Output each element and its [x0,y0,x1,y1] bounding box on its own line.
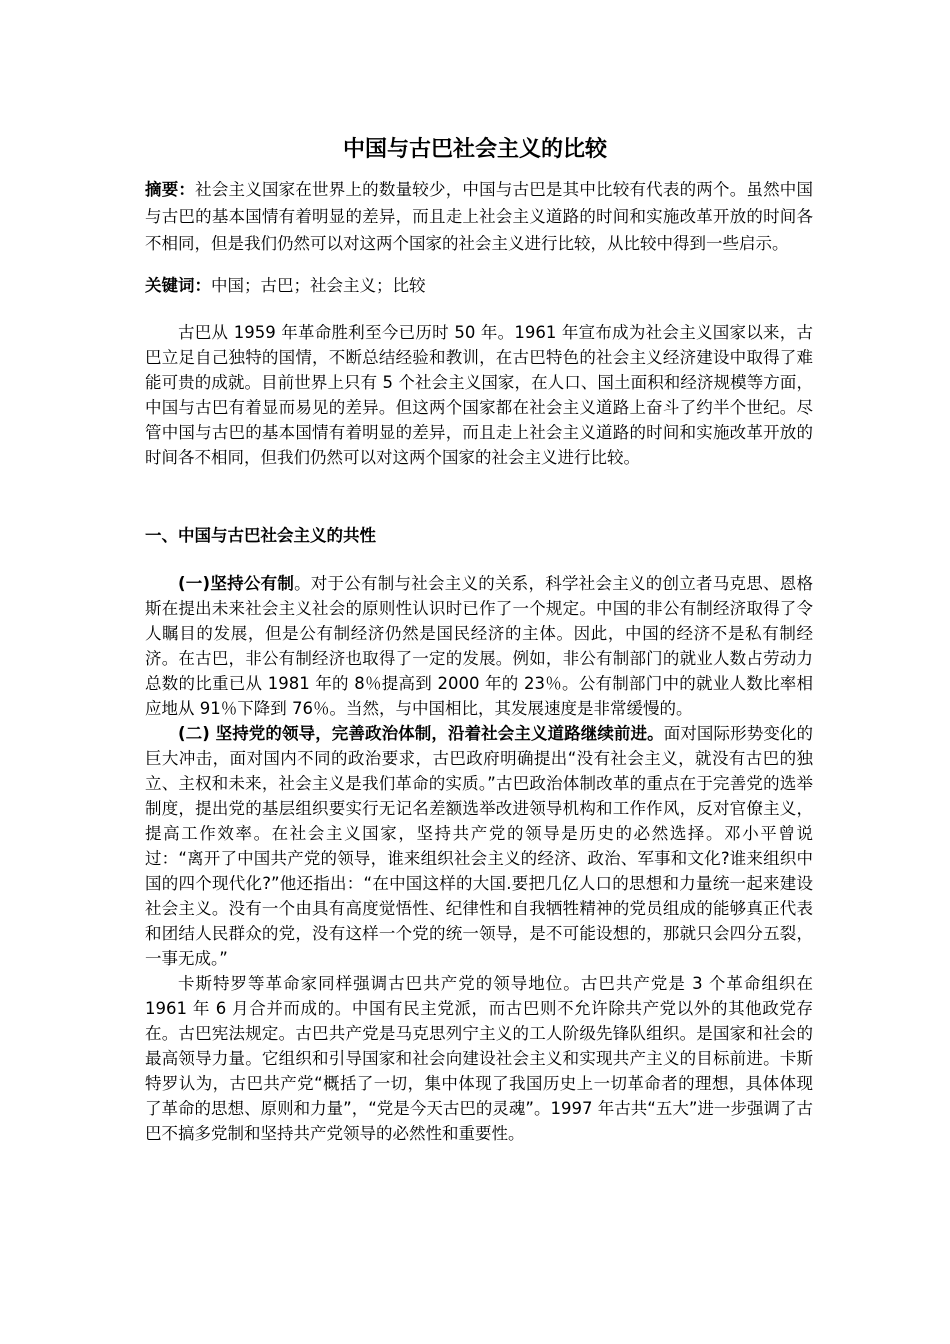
paragraph-cuban-party: 卡斯特罗等革命家同样强调古巴共产党的领导地位。古巴共产党是 3 个革命组织在 1961 年 6 月合并而成的。中国有民主党派，而古巴则不允许除共产党以外的其他政党存在。古巴宪法规定。古巴共产党是马克思列宁主义的工人阶级先锋队组织。是国家和社会的最高领导力量。它组织和引导国家和社会向建设社会主义和实现共产主义的目标前进。卡斯特罗认为，古巴共产党“概括了一切，集中体现了我国历史上一切革命者的理想，具体体现了革命的思想、原则和力量”，“党是今天古巴的灵魂”。1997 年古共“五大”进一步强调了古巴不搞多党制和坚持共产党领导的必然性和重要性。 [145,974,813,1143]
paragraph-text: 。对于公有制与社会主义的关系，科学社会主义的创立者马克思、恩格斯在提出未来社会主义社会的原则性认识时已作了一个规定。中国的非公有制经济取得了令人瞩目的发展，但是公有制经济仍然是国民经济的主体。因此，中国的经济不是私有制经济。在古巴，非公有制经济也取得了一定的发展。例如，非公有制部门的就业人数占劳动力总数的比重已从 1981 年的 8％提高到 2000 年的 23％。公有制部门中的就业人数比率相应地从 91％下降到 76％。当然，与中国相比，其发展速度是非常缓慢的。 [145,574,813,718]
abstract [145,176,813,257]
intro-paragraph: 古巴从 1959 年革命胜利至今已历时 50 年。1961 年宣布成为社会主义国家以来，古巴立足自己独特的国情，不断总结经验和教训，在古巴特色的社会主义经济建设中取得了难能可贵的成就。目前世界上只有 5 个社会主义国家，在人口、国土面积和经济规模等方面，中国与古巴有着显而易见的差异。但这两个国家都在社会主义道路上奋斗了约半个世纪。尽管中国与古巴的基本国情有着明显的差异，而且走上社会主义道路的时间和实施改革开放的时间各不相同，但我们仍然可以对这两个国家的社会主义进行比较。 [145,323,813,467]
abstract-text: 社会主义国家在世界上的数量较少，中国与古巴是其中比较有代表的两个。虽然中国与古巴的基本国情有着明显的差异，而且走上社会主义道路的时间和实施改革开放的时间各不相同，但是我们仍然可以对这两个国家的社会主义进行比较，从比较中得到一些启示。 [145,180,814,253]
section-body [145,571,813,1146]
paragraph-public-ownership [145,571,813,721]
paragraph-lead: (二) 坚持党的领导，完善政治体制，沿着社会主义道路继续前进。 [178,724,664,743]
paragraph-party-leadership [145,721,813,971]
document-title: 中国与古巴社会主义的比较 [342,137,607,162]
paragraph-lead: (一)坚持公有制 [178,574,295,593]
section-heading: 一、中国与古巴社会主义的共性 [145,526,376,545]
paragraph-text: 面对国际形势变化的巨大冲击，面对国内不同的政治要求，古巴政府明确提出“没有社会主义，就没有古巴的独立、主权和未来，社会主义是我们革命的实质。”古巴政治体制改革的重点在于完善党的选举制度，提出党的基层组织要实行无记名差额选举改进领导机构和工作作风，反对官僚主义，提高工作效率。在社会主义国家，坚持共产党的领导是历史的必然选择。邓小平曾说过：“离开了中国共产党的领导，谁来组织社会主义的经济、政治、军事和文化?谁来组织中国的四个现代化?”他还指出：“在中国这样的大国.要把几亿人口的思想和力量统一起来建设社会主义。没有一个由具有高度觉悟性、纪律性和自我牺牲精神的党员组成的能够真正代表和团结人民群众的党，没有这样一个党的统一领导，是不可能设想的，那就只会四分五裂，一事无成。” [145,724,814,968]
keywords [145,272,813,299]
keywords-label: 关键词： [145,276,211,295]
abstract-label: 摘要： [145,180,196,199]
keywords-text: 中国；古巴；社会主义；比较 [211,276,426,295]
